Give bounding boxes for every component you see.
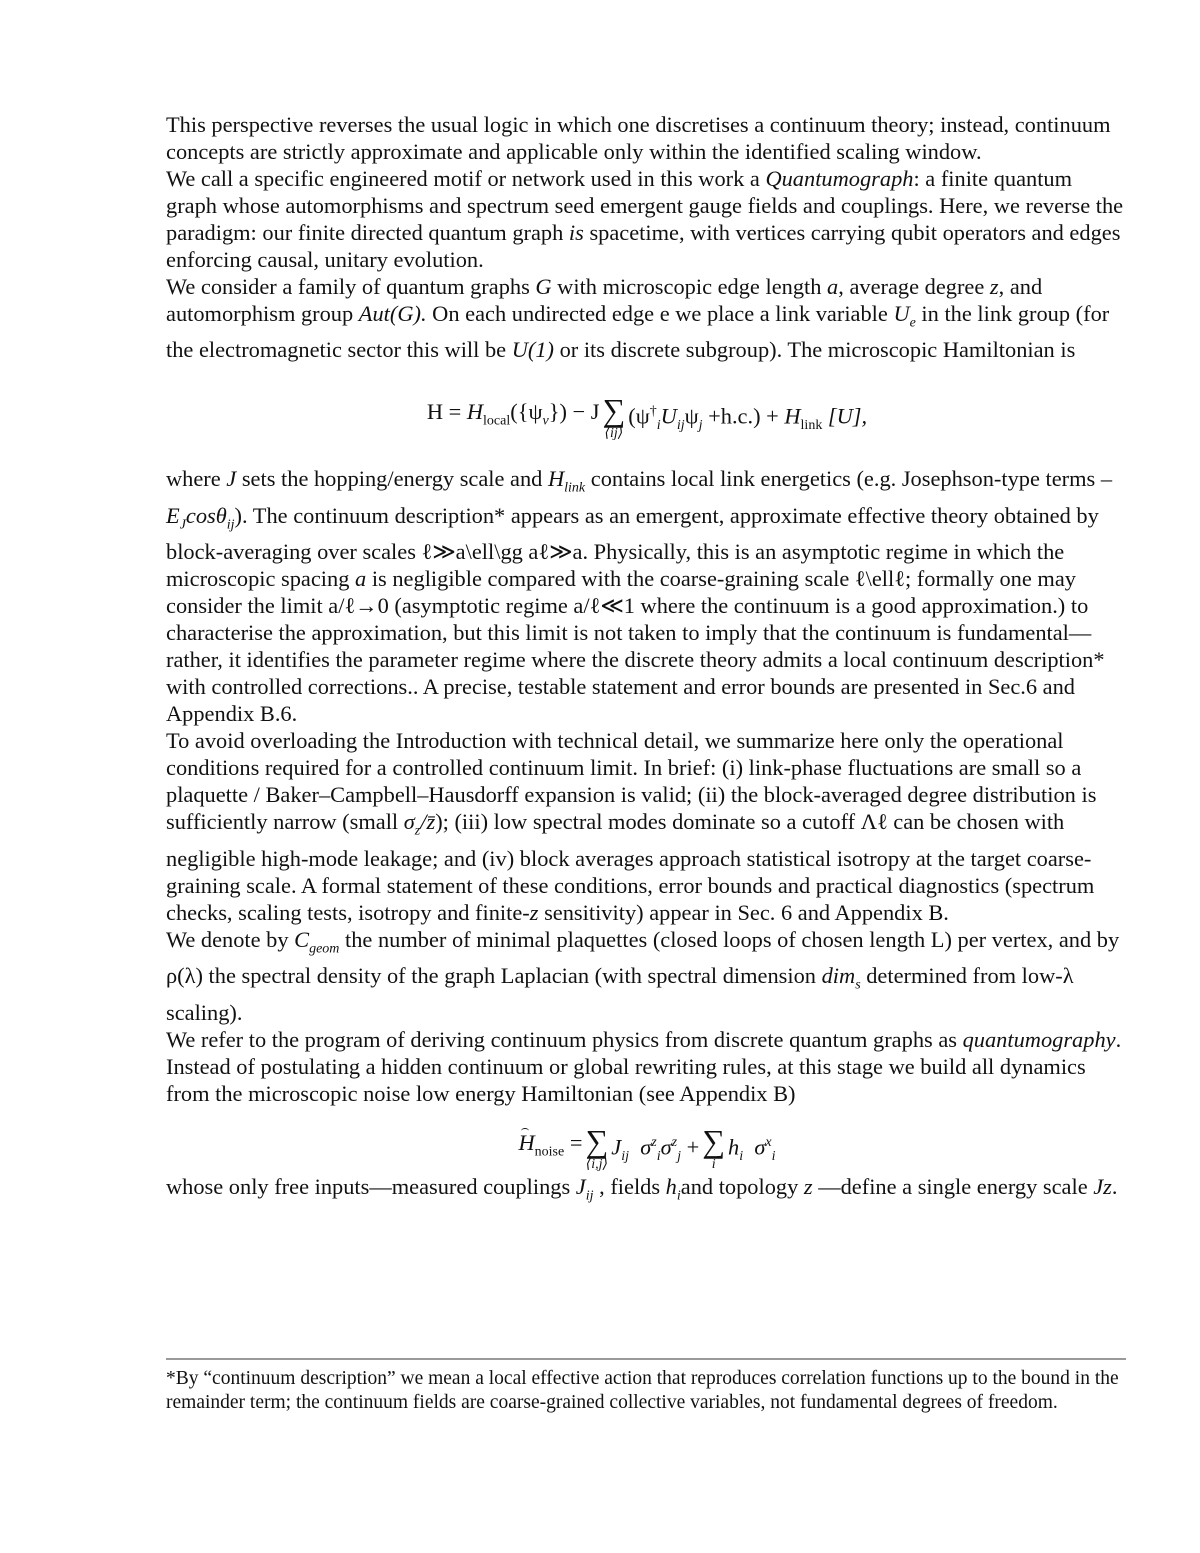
footnote: *By “continuum description” we mean a local effective action that reproduces correlation functions up to the bound in the remainder term; the continuum fields are coarse-grained collective variables, not fundamental degrees of freedom. (166, 1368, 1119, 1413)
footnote-divider (166, 1358, 1126, 1360)
paragraph-plaquettes: We denote by $C_{geom}$ the number of minimal plaquettes (closed loops of chosen length L) per vertex, and by ρ(λ) the spectral density of the graph Laplacian (with spectral dimension dim$_s$ determined from low-λ scaling). (166, 926, 1120, 1025)
paragraph-conditions: To avoid overloading the Introduction with technical detail, we summarize here only the operational conditions required for a controlled continuum limit. In brief: (i) link-phase fluctuations are small so a plaquette / Baker–Campbell–Hausdorff expansion is valid; (ii) the block-averaged degree distribution is sufficiently narrow (small $\sigma_z/z̄$); (iii) low spectral modes dominate so a cutoff Λℓ can be chosen with negligible high-mode leakage; and (iv) block averages approach statistical isotropy at the target coarse-graining scale. A formal statement of these conditions, error bounds and practical diagnostics (spectrum checks, scaling tests, isotropy and finite-z sensitivity) appear in Sec. 6 and Appendix B. (166, 728, 1097, 925)
sum-symbol: ∑ ⟨ij⟩ (602, 392, 626, 442)
term-quantumograph: Quantumograph (765, 166, 914, 191)
sum-symbol: ∑ ⟨i,j⟩ (585, 1122, 609, 1172)
paragraph-quantumograph: We call a specific engineered motif or network used in this work a Quantumograph: a finite quantum graph whose automorphisms and spectrum seed emergent gauge fields and couplings. Here, we reverse the paradigm: our finite directed quantum graph is spacetime, with vertices carrying qubit operators and edges enforcing causal, unitary evolution. (166, 166, 1124, 272)
paragraph-continuum: where J sets the hopping/energy scale and $H_{link}$ contains local link energetics (e.g. Josephson-type terms $-E_J\cos\theta_{ij}$). The continuum description* appears as an emergent, approximate effective theory obtained by block-averaging over scales ℓ≫a\ell\gg aℓ≫a. Physically, this is an asymptotic regime in which the microscopic spacing a is negligible compared with the coarse-graining scale ℓ\ellℓ; formally one may consider the limit a/ℓ→0 (asymptotic regime a/ℓ≪1 where the continuum is a good approximation.) to characterise the approximation, but this limit is not taken to imply that the continuum is fundamental—rather, it identifies the parameter regime where the discrete theory admits a local continuum description* with controlled corrections.. A precise, testable statement and error bounds are presented in Sec.6 and Appendix B.6. (166, 466, 1113, 727)
hamiltonian-equation: $H = H_{local}(\{\psi_v\}) - J$ ∑ ⟨ij⟩ $(\psi^\dagger_iU_{ij}\psi_j +h.c.) + H_{link}$ [U], (426, 392, 868, 442)
noise-hamiltonian-equation: $H_{noise}$ = ∑ ⟨i,j⟩ $J_{ij}$ $\sigma^z_i\sigma^z_j$ + ∑ i $h_i$ $\sigma^x_i$ (518, 1122, 776, 1172)
paragraph-quantumography: We refer to the program of deriving continuum physics from discrete quantum graphs as quantumography. Instead of postulating a hidden continuum or global rewriting rules, at this stage we build all dynamics from the microscopic noise low energy Hamiltonian (see Appendix B) (166, 1026, 1122, 1106)
paragraph-free-inputs: whose only free inputs—measured couplings $J_{ij}$ , fields $h_iand$ topology z —define a single energy scale Jz. (166, 1173, 1118, 1204)
term-quantumography: quantumography (962, 1026, 1116, 1052)
sum-symbol: ∑ i (702, 1122, 726, 1172)
paragraph-perspective: This perspective reverses the usual logic in which one discretises a continuum theory; instead, continuum concepts are strictly approximate and applicable only within the identified scaling window. (166, 112, 1111, 164)
body-text (166, 111, 1128, 1209)
paragraph-graph-family: We consider a family of quantum graphs G with microscopic edge length a, average degree z, and automorphism group Aut(G). On each undirected edge e we place a link variable $U_e$ in the link group (for the electromagnetic sector this will be U(1) or its discrete subgroup). The microscopic Hamiltonian is (166, 274, 1110, 363)
